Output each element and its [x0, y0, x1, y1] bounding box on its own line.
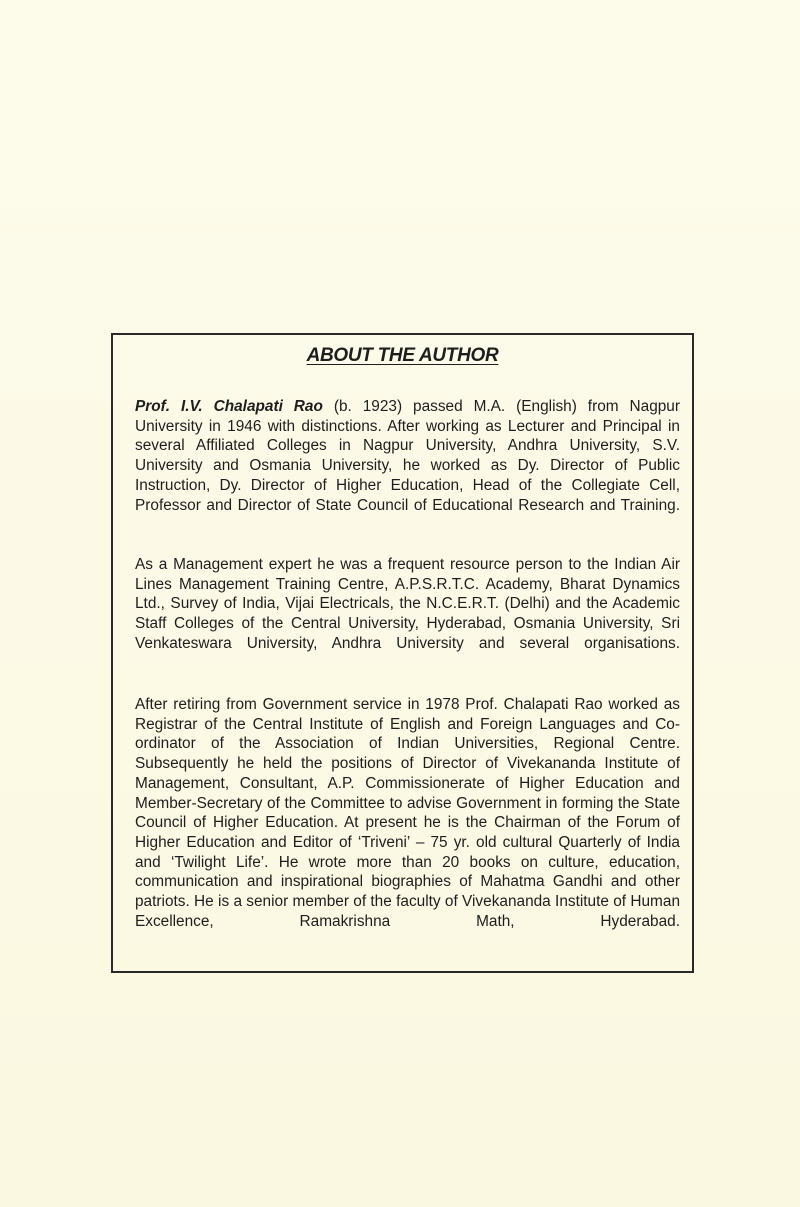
author-name: Prof. I.V. Chalapati Rao: [135, 398, 323, 415]
author-bio-paragraph-1-text: (b. 1923) passed M.A. (English) from Nagpur University in 1946 with distinctions. After working as Lecturer and Principal in several Affiliated Colleges in Nagpur University, Andhra University, S.V. University and Osmania University, he worked as Dy. Director of Public Instruction, Dy. Director of Higher Education, Head of the Collegiate Cell, Professor and Director of State Council of Educational Research and Training.: [135, 398, 680, 514]
author-bio-paragraph-3: After retiring from Government service in 1978 Prof. Chalapati Rao worked as Registrar of the Central Institute of English and Foreign Languages and Co-ordinator of the Association of Indian Universities, Regional Centre. Subsequently he held the positions of Director of Vivekananda Institute of Management, Consultant, A.P. Commissionerate of Higher Education and Member-Secretary of the Committee to advise Government in forming the State Council of Higher Education. At present he is the Chairman of the Forum of Higher Education and Editor of ‘Triveni’ – 75 yr. old cultural Quarterly of India and ‘Twilight Life’. He wrote more than 20 books on culture, education, communication and inspirational biographies of Mahatma Gandhi and other patriots. He is a senior member of the faculty of Vivekananda Institute of Human Excellence, Ramakrishna Math, Hyderabad.: [135, 696, 680, 930]
author-bio-paragraph-1: [135, 397, 680, 515]
about-author-heading: ABOUT THE AUTHOR: [306, 345, 499, 366]
author-bio-paragraph-2: As a Management expert he was a frequent resource person to the Indian Air Lines Management Training Centre, A.P.S.R.T.C. Academy, Bharat Dynamics Ltd., Survey of India, Vijai Electricals, the N.C.E.R.T. (Delhi) and the Academic Staff Colleges of the Central University, Hyderabad, Osmania University, Sri Venkateswara University, Andhra University and several organisations.: [135, 556, 680, 652]
about-author-box: [111, 333, 694, 973]
